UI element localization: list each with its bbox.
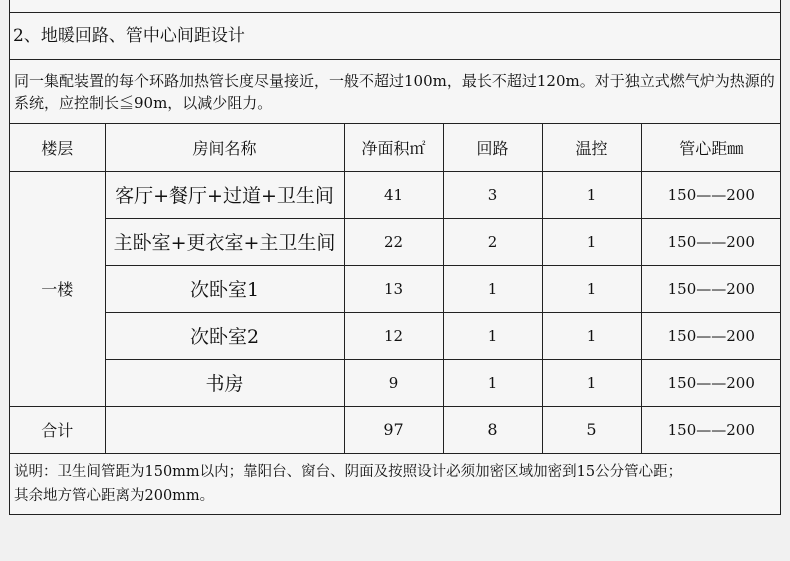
- total-area: 97: [344, 406, 443, 453]
- room-name: 客厅+餐厅+过道+卫生间: [105, 171, 344, 218]
- table-header-row: [10, 124, 781, 171]
- header-net-area: 净面积㎡: [344, 124, 443, 171]
- room-name: 次卧室1: [105, 265, 344, 312]
- net-area: 13: [344, 265, 443, 312]
- thermostat: 1: [542, 171, 641, 218]
- table-row: [10, 218, 781, 265]
- thermostat: 1: [542, 218, 641, 265]
- net-area: 9: [344, 359, 443, 406]
- note-line-2: 其余地方管心距离为200mm。: [14, 487, 215, 504]
- heating-loop-table: [10, 124, 781, 454]
- loops: 1: [443, 312, 542, 359]
- net-area: 12: [344, 312, 443, 359]
- total-label: 合计: [10, 406, 105, 453]
- table-row: [10, 265, 781, 312]
- header-pipe-spacing: 管心距㎜: [641, 124, 781, 171]
- header-floor: 楼层: [10, 124, 105, 171]
- pipe-spacing: 150——200: [641, 265, 781, 312]
- table-row: [10, 171, 781, 218]
- header-loops: 回路: [443, 124, 542, 171]
- total-thermostat: 5: [542, 406, 641, 453]
- top-band: [10, 0, 780, 13]
- floor-cell: 一楼: [10, 171, 105, 406]
- header-thermostat: 温控: [542, 124, 641, 171]
- intro-paragraph: 同一集配装置的每个环路加热管长度尽量接近，一般不超过100m，最长不超过120m。对于独立式燃气炉为热源的系统，应控制长≦90m，以减少阻力。: [10, 60, 780, 124]
- net-area: 41: [344, 171, 443, 218]
- thermostat: 1: [542, 265, 641, 312]
- room-name: 书房: [105, 359, 344, 406]
- loops: 1: [443, 359, 542, 406]
- pipe-spacing: 150——200: [641, 171, 781, 218]
- total-room-empty: [105, 406, 344, 453]
- room-name: 次卧室2: [105, 312, 344, 359]
- pipe-spacing: 150——200: [641, 312, 781, 359]
- pipe-spacing: 150——200: [641, 218, 781, 265]
- table-row: [10, 359, 781, 406]
- note-line-1: 说明：卫生间管距为150mm以内；靠阳台、窗台、阴面及按照设计必须加密区域加密到15公分管心距；: [14, 463, 683, 480]
- header-room-name: 房间名称: [105, 124, 344, 171]
- loops: 1: [443, 265, 542, 312]
- table-row: [10, 312, 781, 359]
- section-title: 2、地暖回路、管中心间距设计: [10, 13, 780, 60]
- total-pipe-spacing: 150——200: [641, 406, 781, 453]
- loops: 3: [443, 171, 542, 218]
- loops: 2: [443, 218, 542, 265]
- thermostat: 1: [542, 312, 641, 359]
- document-sheet: [9, 0, 781, 515]
- note-text: [10, 454, 780, 508]
- pipe-spacing: 150——200: [641, 359, 781, 406]
- net-area: 22: [344, 218, 443, 265]
- total-loops: 8: [443, 406, 542, 453]
- thermostat: 1: [542, 359, 641, 406]
- room-name: 主卧室+更衣室+主卫生间: [105, 218, 344, 265]
- total-row: [10, 406, 781, 453]
